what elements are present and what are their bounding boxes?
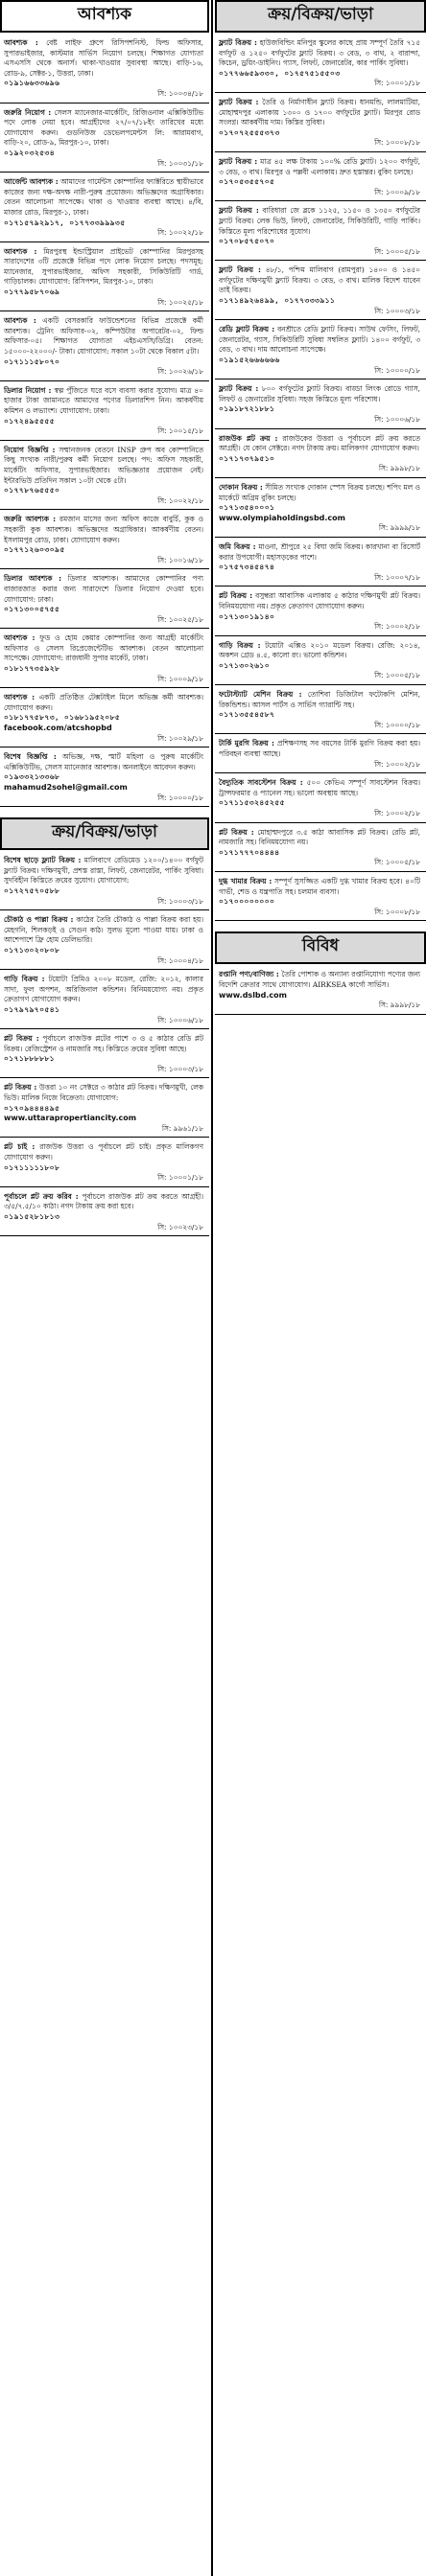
ad-phone: ০১৭৭৮৭৬৫৫৫০	[4, 486, 60, 495]
left-column	[0, 0, 209, 2576]
ad-headline: বিশেষ ছাড়ে ফ্ল্যাট বিক্রয় :	[4, 856, 82, 865]
ad-body: টয়োটা এক্সিও ২০১০ মডেল বিক্রয়। রেজি: ২০১৪, অকশন গ্রেড ৪.৫, কালো রং। ভালো কন্ডিশন।	[219, 640, 423, 660]
ad-headline: প্লট বিক্রয় :	[4, 1083, 37, 1092]
ad-body: পূর্বাচলে রাজউক প্লটের পাশে ৩ ও ৫ কাঠার রেডি প্লট বিক্রয়। রেজিস্ট্রেশন ও নামজারি সহ। কিস্তিতে ক্রয়ের সুবিধা আছে।	[4, 1034, 206, 1053]
classified-ad	[0, 38, 209, 104]
ad-headline: দোকান বিক্রয় :	[219, 482, 263, 492]
classified-ad	[0, 574, 209, 629]
ad-code: সি: ১০০০৩/১৮	[157, 896, 203, 906]
ad-body: মিরপুরস্থ ইন্ডাস্ট্রিয়াল প্রাইভেট কোম্পানির মিরপুরসহ সারাদেশের ৩টি প্রজেক্টে বিভিন্ন পদে লোক নিয়োগ চলছে। পদসমূহ: ম্যানেজার, সুপারভাইজার, অফিস সহকারী, সিকিউরিটি গার্ড, গাড়িচালক। যোগাযোগ: রিসিপশন, মিরপুর-১০, ঢাকা।	[4, 246, 206, 287]
ad-body: বারিধারা জে ব্লকে ১১২৫, ১১৫০ ও ১৩৫০ বর্গফুটের ফ্ল্যাট বিক্রয়। লেক ভিউ, লিফট, জেনারেটর, সিকিউরিটি, গাড়ি পার্কিং। কিস্তিতে মূল্য পরিশোধের সুযোগ।	[219, 206, 423, 236]
ad-phone: ০১৭১৩০০৫৭৫৫	[4, 605, 60, 614]
ad-headline: প্লট বিক্রয় :	[4, 1034, 39, 1044]
classified-ad	[215, 739, 426, 773]
ad-phone: ০১৭১৮৮৮৮৮১	[4, 1054, 55, 1064]
ad-phone: ০১৭১৩০১৯১৪০	[219, 611, 275, 621]
ad-body: প্রশিক্ষণসহ সব বয়সের টার্কি মুরগি বিক্রয় করা হয়। পরিবহন ব্যবস্থা আছে।	[219, 739, 423, 759]
ad-code: সি: ৯৯৯৯/১৮	[378, 523, 420, 533]
classified-ad	[215, 690, 426, 734]
ad-headline: আবশ্যক :	[4, 316, 36, 326]
ad-code: সি: ১০০০৫/১৮	[374, 246, 420, 256]
ad-code: সি: ১০০০২/১৮	[374, 622, 420, 632]
ad-headline: ফ্ল্যাট বিক্রয় :	[219, 384, 259, 394]
ad-code: সি: ৯৯৯৮/১৮	[378, 1000, 420, 1010]
ad-headline: ফ্ল্যাট বিক্রয় :	[219, 265, 261, 275]
ad-body: একটি বেসরকারি ফাউন্ডেশনের বিভিন্ন প্রজেক্টে কর্মী আবশ্যক। ট্রেনিং অফিসার-০২, কম্পিউটার অপারেটর-০২, ফিল্ড অফিসার-০৫। শিক্ষাগত যোগ্যতা এইচএসসি/ডিগ্রি। বেতন: ১৫০০০-২২০০০/- টাকা। যোগাযোগ: সকাল ১০টা থেকে বিকাল ৫টা।	[4, 316, 206, 356]
ad-headline: আবশ্যক :	[4, 633, 36, 643]
ad-phone: ০১৭০৭২৫৫৫৩৭৩	[219, 127, 280, 137]
ad-code: সি: ১০০০৬/১৮	[374, 415, 420, 424]
ad-code: সি: ৯৯৯৮/১৮	[378, 464, 420, 473]
ad-code: সি: ১০০০৫/১৮	[374, 858, 420, 867]
ad-code: সি: ১০০০২/১৮	[374, 809, 420, 817]
ad-body: কাঠের তৈরি চৌকাঠ ও পাল্লা বিক্রয় করা হয়। মেহগনি, শিলকড়ই ও সেগুন কাঠ। সুলভ মূল্যে পাওয়া যায়। ঢাকা ও আশেপাশে ফ্রি হোম ডেলিভারি।	[4, 915, 206, 945]
ad-code: সি: ১০০১৫/১৮	[157, 426, 203, 436]
ad-phone: ০১৭১১৫৩২৪৫২৫৫	[219, 798, 285, 808]
ad-body: স্বল্প পুঁজিতে ঘরে বসে ব্যবসা করার সুযোগ। মাত্র ৪০ হাজার টাকা জামানতে আমাদের পণ্যের ডিলারশিপ নিন। আকর্ষণীয় কমিশন ও লভ্যাংশ। যোগাযোগ: ঢাকা।	[4, 385, 206, 415]
ad-phone: ০১৭১৩৫৫৪৫৮৭	[219, 710, 275, 720]
ad-body: ৫০০ কেভিএ সম্পূর্ণ সাবস্টেশন বিক্রয়। ট্রান্সফরমার ও প্যানেল সহ। ভালো অবস্থায় আছে।	[219, 778, 423, 797]
ad-headline: আবশ্যক :	[4, 693, 36, 702]
ad-body: রাজউকের উত্তরা ও পূর্বাচলে প্লট ক্রয় করতে আগ্রহী। যে কোন সেক্টরে। নগদ টাকায় ক্রয়। মালিকগণ যোগাযোগ করুন।	[219, 433, 423, 453]
classified-ad	[0, 1083, 209, 1138]
classified-ad	[215, 265, 426, 320]
ad-body: সম্পূর্ণ সুসজ্জিত একটি দুগ্ধ খামার বিক্রয় হবে। ৪০টি গাভী, শেড ও যন্ত্রপাতি সহ। চলমান ব্যবসা।	[219, 876, 423, 896]
ad-code: সি: ১০০০০/১৮	[374, 720, 420, 729]
classified-ad	[0, 1142, 209, 1186]
ad-code: সি: ১০০০৩/১৮	[374, 306, 420, 315]
ad-body: রাজউক উত্তরা ও পূর্বাচলে প্লট চাই। প্রকৃত মালিকগণ যোগাযোগ করুন।	[4, 1142, 206, 1162]
ad-link[interactable]: facebook.com/atcshopbd	[4, 724, 112, 733]
classified-ad	[215, 483, 426, 538]
ad-phone: ০১৯১৫২৬৬৬৬৬৬	[219, 356, 280, 365]
ad-code: সি: ১০০০১/১৮	[157, 1173, 203, 1183]
classified-ad	[0, 693, 209, 748]
ad-headline: ফটোস্ট্যাট মেশিন বিক্রয় :	[219, 690, 302, 700]
ad-code: সি: ১০০২৫/১৮	[157, 614, 203, 624]
ad-phone: ০১৭০০০০০০০০	[219, 897, 275, 907]
classified-ad	[215, 778, 426, 822]
ad-body: ফুড ও হোম কেয়ার কোম্পানির জন্য আগ্রহী মার্কেটিং অফিসার ও সেলস রিপ্রেজেন্টেটিভ আবশ্যক। বেতন আলোচনা সাপেক্ষে। যোগাযোগ: রাজধানী সুপার মার্কেট, ঢাকা।	[4, 633, 206, 663]
classified-ad	[0, 1192, 209, 1236]
right-property-ads	[215, 38, 426, 921]
ad-headline: জরুরি আবশ্যক :	[4, 515, 57, 524]
classified-ad	[215, 384, 426, 428]
ad-phone: ০১৭২৭৫৭০৫৮৮	[4, 886, 60, 895]
ad-headline: ডিলার নিয়োগ :	[4, 385, 52, 395]
ad-body: টয়োটা প্রিমিও ২০০৮ মডেল, রেজি: ২০১২, কালার সাদা, ফুল অপশন, অরিজিনাল কন্ডিশন। বিনিময়যোগ্য নয়। প্রকৃত ক্রেতাগণ যোগাযোগ করুন।	[4, 975, 206, 1004]
ad-headline: চৌকাঠ ও পাল্লা বিক্রয় :	[4, 915, 74, 925]
ad-phone: ০১৯১৬৬৩৩৬৯৬	[4, 79, 60, 88]
ad-body: উত্তরা ১০ নং সেক্টরে ৩ কাঠার প্লট বিক্রয়। দক্ষিণমুখী, লেক ভিউ। মালিক নিজে বিক্রেতা। যোগাযোগ:	[4, 1083, 206, 1103]
ad-phone: ০১৭১৩০২৬১০	[219, 660, 271, 670]
ad-headline: আবশ্যক :	[4, 246, 37, 256]
ad-link[interactable]: www.olympiaholdingsbd.com	[219, 513, 346, 522]
ad-code: সি: ১০০০৫/১৮	[374, 671, 420, 680]
ad-headline: রপ্তানি পণ্য/বাণিজ্য :	[219, 970, 279, 979]
misc-ads	[215, 970, 426, 1014]
ad-phone: ০১৯৩৩২১৩৩৬৮	[4, 772, 60, 782]
classified-ad	[0, 633, 209, 688]
ad-headline: ফ্ল্যাট বিক্রয় :	[219, 97, 259, 106]
ad-headline: প্লট চাই :	[4, 1142, 36, 1152]
section-heading-buy-sell-rent-right: ক্রয়/বিক্রয়/ভাড়া	[215, 0, 426, 33]
ad-body: মাত্র ৪৫ লক্ষ টাকায় ১০০% রেডি ফ্ল্যাট। ১২০০ বর্গফুট, ৩ বেড, ৩ বাথ। মিরপুর ও পল্লবী এলাকায়। দ্রুত হস্তান্তর। বুকিং চলছে।	[219, 156, 423, 176]
ad-body: মোহাম্মদপুরে ৩.৫ কাঠা আবাসিক প্লট বিক্রয়। রেডি প্লট, নামজারি সহ। বিনিময়যোগ্য নয়।	[219, 827, 423, 847]
ad-code: সি: ১০০৩১/১৮	[157, 158, 203, 168]
ad-headline: গাড়ি বিক্রয় :	[4, 975, 45, 984]
ad-phone: ০১৭১৫৭৯২৯১৭, ০১৭৭৩৩৯৯৯৩৫	[4, 218, 126, 227]
classified-ad	[0, 752, 209, 807]
ad-link[interactable]: www.uttarapropertiancity.com	[4, 1114, 137, 1123]
ad-code: সি: ১০০০৭/১৮	[374, 572, 420, 582]
classified-ad	[0, 515, 209, 569]
ad-body: ডিলার আবশ্যক। আমাদের কোম্পানির পণ্য বাজারজাত করার জন্য সারাদেশে ডিলার নিয়োগ দেওয়া হবে। যোগাযোগ: ঢাকা।	[4, 574, 206, 604]
ad-headline: ফ্ল্যাট বিক্রয় :	[219, 206, 259, 216]
classified-ad	[215, 325, 426, 380]
ad-body: পূর্বাচলে রাজউক প্লট ক্রয় করতে আগ্রহী। ৩/৫/৭.৫/১০ কাঠা। নগদ টাকায় ক্রয় করা হবে।	[4, 1191, 206, 1211]
ad-phone: ০১৭১৩৫৪০০০১	[219, 503, 275, 513]
ad-headline: ফ্ল্যাট বিক্রয় :	[219, 38, 257, 47]
ad-code: সি: ১০০০০/১৮	[157, 793, 203, 802]
ad-phone: ০১৭০৮৫৭৫০৭০	[219, 237, 275, 246]
classified-ad	[215, 206, 426, 261]
classified-ad	[215, 591, 426, 635]
ad-phone: ০১৭৭১২৬০৩০৯৫	[4, 545, 65, 555]
classified-ad	[0, 446, 209, 511]
ad-code: সি: ১০০০৮/১৮	[374, 138, 420, 148]
ad-headline: আর্জেন্ট আবশ্যক :	[4, 177, 59, 187]
ad-code: সি: ১০০০৯/১৮	[374, 187, 420, 196]
ad-body: তৈরি ও নির্মাণাধীন ফ্ল্যাট বিক্রয়। ধানমন্ডি, লালমাটিয়া, মোহাম্মদপুর এলাকায় ১৩০০ ও ১৭০০ বর্গফুটের ফ্ল্যাট। মিরপুর রোড সংলগ্ন। আকর্ষণীয় দাম। কিস্তির সুবিধা।	[219, 97, 423, 127]
classified-ad	[215, 877, 426, 921]
ad-phone: ০১৭১৭৩৭৯৫১০	[219, 453, 275, 463]
right-column	[215, 0, 426, 2576]
ad-body: অভিজ্ঞ, দক্ষ, স্মার্ট মহিলা ও পুরুষ মার্কেটিং এক্সিকিউটিভ, সেলস ম্যানেজার আবশ্যক। অনলাইনে আবেদন করুন।	[4, 752, 206, 771]
ad-headline: পূর্বাচলে প্লট ক্রয় করিব :	[4, 1191, 79, 1201]
ad-link[interactable]: mahamud2sohel@gmail.com	[4, 783, 128, 792]
section-heading-buy-sell-rent: ক্রয়/বিক্রয়/ভাড়া	[0, 817, 209, 850]
ad-code: সি: ১০০০০/১৮	[374, 365, 420, 375]
ad-code: সি: ১০০২৯/১৮	[157, 733, 203, 743]
ad-phone: ০১৭১১১৫৮০৭০	[4, 356, 60, 366]
ad-body: তোশিবা ডিজিটাল ফটোকপি মেশিন, রিকন্ডিশন্ড। আসল পার্টস ও সার্ভিস গ্যারান্টি সহ।	[219, 690, 423, 709]
classified-ad	[0, 856, 209, 910]
section-heading-wanted: আবশ্যক	[0, 0, 209, 33]
classified-ad	[215, 98, 426, 152]
ad-headline: গাড়ি বিক্রয় :	[219, 640, 261, 650]
ad-code: সি: ১০০২৬/১৮	[157, 367, 203, 377]
left-property-ads	[0, 856, 209, 1236]
ad-code: সি: ১০০০৩/১৮	[157, 1064, 203, 1073]
ad-code: সি: ১০০১৬/১৮	[157, 555, 203, 564]
classified-ad	[215, 157, 426, 201]
ad-body: ৮০০ বর্গফুটের ফ্ল্যাট বিক্রয়। বাড্ডা লিংক রোডে গ্যাস, লিফট ও জেনারেটর সুবিধা। সহজ কিস্তিতে মূল্য পরিশোধ।	[219, 384, 423, 403]
ad-phone: ০১৭০৫৩৫৫৭০৫	[219, 177, 275, 187]
ad-headline: জমি বিক্রয় :	[219, 541, 256, 551]
ad-phone: ০১৭৭৯৫৮৭০৬৯	[4, 288, 60, 297]
ad-headline: দুগ্ধ খামার বিক্রয় :	[219, 876, 272, 886]
ad-code: সি: ১০০২২/১৮	[157, 495, 203, 505]
ad-code: সি: ১০০৩৪/১৮	[157, 88, 203, 98]
classified-ad	[215, 38, 426, 93]
ad-body: হাউজবিল্ডিং মনিপুর স্কুলের কাছে প্রায় সম্পূর্ণ তৈরি ৭১৫ বর্গফুট ও ১২৫০ বর্গফুটের ফ্ল্যাট বিক্রয়। ৩ বেড, ৩ বাথ, ২ বারান্দা, কিচেন, ড্রয়িং-ডাইনিং। গ্যাস, লিফট, জেনারেটর, কার পার্কিং সুবিধা।	[219, 38, 423, 68]
ad-phone: ০১৭৫৭৩৪৫৪৭৪	[219, 563, 275, 572]
ad-body: সীমিত সংখ্যক দোকান স্পেস বিক্রয় চলছে। শপিং মল ও মার্কেটে অগ্রিম বুকিং চলছে।	[219, 482, 423, 502]
ad-headline: বৈদ্যুতিক সাবস্টেশন বিক্রয় :	[219, 778, 303, 788]
ad-code: সি: ১০০০৮/১৮	[374, 907, 420, 916]
ad-phone: ০১৭১৪৯২৬৪৯৯, ০১৭৭৩৩৩৯১১	[219, 296, 336, 306]
ad-phone: ০১৭৭৬৬৫৯৩৩০, ০১৭৫৭৫১৫৫০৩	[219, 68, 341, 78]
ad-code: সি: ১০০০৯/১৮	[157, 674, 203, 683]
ad-headline: আবশ্যক :	[4, 38, 38, 47]
ad-body: বনশ্রীতে রেডি ফ্ল্যাট বিক্রয়। সাউথ ফেসিং, লিফট, জেনারেটর, গ্যাস, সিকিউরিটি সুবিধা সম্বলিত ফ্ল্যাট। ১৪০০ বর্গফুট, ৩ বেড, ৩ বাথ। দাম আলোচনা সাপেক্ষে।	[219, 325, 423, 355]
classified-ad	[215, 434, 426, 478]
classified-ad	[0, 177, 209, 242]
ad-body: রমজান মাসের জন্য অফিস কাজে বাবুর্চি, কুক ও সহকারী কুক আবশ্যক। অভিজ্ঞদের অগ্রাধিকার। আকর্ষণীয় বেতন। ইসলামপুর রোড, ঢাকা। যোগাযোগ করুন।	[4, 515, 206, 544]
ad-body: বেষ্ট লাইফ গ্রুপে রিসিপশনিস্ট, ফিল্ড অফিসার, সুপারভাইজার, কাস্টমার সার্ভিস নিয়োগ চলছে। শিক্ষাগত যোগ্যতা এসএসসি থেকে অনার্স। থাকা-খাওয়ার সুব্যবস্থা আছে। বাড়ি-১৬, রোড-৯, সেক্টর-১, উত্তরা, ঢাকা।	[4, 38, 206, 78]
ad-body: একটি প্রতিষ্ঠিত টেক্সটাইল মিলে অভিজ্ঞ কর্মী আবশ্যক। যোগাযোগ করুন।	[4, 693, 206, 712]
ad-body: মালিবাগে রেডিমেড ১২০০/১৪০০ বর্গফুট ফ্ল্যাট বিক্রয়। দক্ষিণমুখী, প্রশস্ত রাস্তা, লিফট, জেনারেটর, পার্কিং সুবিধা। সুদবিহীন কিস্তিতে ক্রয়ের সুযোগ। যোগাযোগ:	[4, 856, 206, 886]
classified-ad	[215, 828, 426, 872]
ad-code: সি: ১০০২২/১৮	[157, 228, 203, 238]
ad-headline: টার্কি মুরগি বিক্রয় :	[219, 739, 274, 748]
ad-body: বসুন্ধরা আবাসিক এলাকায় ৫ কাঠার দক্ষিণমুখী প্লট বিক্রয়। বিনিময়যোগ্য নয়। প্রকৃত ক্রেতাগণ যোগাযোগ করুন।	[219, 591, 423, 610]
ad-headline: ফ্ল্যাট বিক্রয় :	[219, 156, 258, 166]
classified-ad	[0, 386, 209, 441]
ad-headline: রেডি ফ্ল্যাট বিক্রয় :	[219, 325, 275, 334]
ad-headline: প্লট বিক্রয় :	[219, 827, 254, 837]
classified-ad	[215, 641, 426, 685]
ad-code: সি: ১০০০১/১৮	[374, 79, 420, 88]
ad-body: আমাদের গার্মেন্টস কোম্পানির ফ্যাক্টরিতে স্থায়ীভাবে কাজের জন্য দক্ষ-অদক্ষ নারী-পুরুষ প্রয়োজন। অভিজ্ঞদের অগ্রাধিকার। বেতন আলোচনা সাপেক্ষে। থাকা ও খাওয়ার ব্যবস্থা আছে। ৪/বি, মাজার রোড, মিরপুর-১, ঢাকা।	[4, 177, 206, 217]
wanted-ads	[0, 38, 209, 807]
ad-phone: ০১৮১৭৭৫৮৭৩, ০১৬৮১৯৫২০৮৫	[4, 713, 121, 723]
classified-ad	[0, 975, 209, 1029]
ad-headline: বিশেষ বিজ্ঞপ্তি :	[4, 752, 57, 762]
ad-headline: রাজউক প্লট ক্রয় :	[219, 433, 278, 443]
ad-body: সেলস ম্যানেজার-মার্কেটিং, রিজিওনাল এক্সিকিউটিভ পদে লোক নেয়া হবে। আগ্রহীদের ২৭/০৭/১৮ইং তারিখের মধ্যে যোগাযোগ করুন। গুডনিউজ ডেভেলপমেন্টস লি: আরামবাগ, বাড়ি-২০, রোড-৯, মিরপুর-১০, ঢাকা।	[4, 107, 206, 148]
ad-code: সি: ১০০০৪/১৮	[157, 955, 203, 965]
column-divider	[211, 0, 213, 2576]
section-heading-miscellaneous: বিবিধ	[215, 932, 426, 964]
classified-ad	[0, 1034, 209, 1078]
ad-phone: ০১৭০৯৪৪৪৪৯৫	[4, 1103, 60, 1113]
classified-ad	[0, 316, 209, 381]
classified-ad	[0, 915, 209, 970]
ad-phone: ০১৮১৭৭৩৫৯২৮	[4, 664, 60, 674]
ad-phone: ০১৭২৪৯৫৫৫৫	[4, 416, 55, 426]
ad-headline: জরুরি নিয়োগ :	[4, 107, 52, 117]
ad-phone: ০১৭১৩০২০৮০৮	[4, 945, 60, 954]
ad-code: সি: ১০০০২/১৮	[374, 759, 420, 769]
ad-phone: ০১৯২০৩২৫৩৪	[4, 148, 56, 157]
ad-body: ৪৮/১, পশ্চিম মালিবাগ (রামপুরা) ১৪০০ ও ১৪৫০ বর্গফুটের দক্ষিণমুখী ফ্ল্যাট বিক্রয়। ৩ বেড, ৩ বাথ। মালিক বিদেশ যাবেন তাই বিক্রয়।	[219, 265, 423, 295]
ad-body: সম্মানজনক বেতনে INSP গ্রুপ অব কোম্পানিতে কিছু সংখ্যক নারী/পুরুষ কর্মী নিয়োগ চলছে। পদ: অফিস সহকারী, মার্কেটিং অফিসার, সুপারভাইজার। অভিজ্ঞতার প্রয়োজন নেই। ইন্টারভিউ প্রতিদিন সকাল ১০টা থেকে ৫টা।	[4, 445, 206, 485]
classified-ad	[215, 542, 426, 586]
ad-headline: নিয়োগ বিজ্ঞপ্তি :	[4, 445, 56, 454]
ad-code: সি: ১০০০৬/১৮	[157, 1015, 203, 1024]
ad-phone: ০১৭৯৭৯৭০৫৪১	[4, 1004, 60, 1014]
ad-code: সি: ৯৯৬১/১৮	[161, 1123, 203, 1133]
ad-code: সি: ১০০২৩/১৮	[157, 1222, 203, 1231]
ad-headline: ডিলার আবশ্যক :	[4, 574, 62, 584]
classified-ad	[215, 970, 426, 1014]
ad-phone: ০১৭১১১১১৮০৮	[4, 1162, 60, 1172]
ad-link[interactable]: www.dslbd.com	[219, 990, 287, 1000]
ad-code: সি: ১০০২৫/১৮	[157, 297, 203, 307]
ad-phone: ০১৭১৭৭৭০৪৪৪৪	[219, 847, 280, 857]
classified-ad	[0, 247, 209, 312]
ad-phone: ০১৯১৫২৮১৮১৩	[4, 1212, 60, 1221]
ad-body: মাওনা, শ্রীপুরে ২৫ বিঘা জমি বিক্রয়। কারখানা বা রিসোর্ট করার উপযোগী। মহাসড়কের পাশে।	[219, 541, 423, 562]
classified-ad	[0, 108, 209, 173]
ad-body: তৈরি পোশাক ও অন্যান্য রপ্তানিযোগ্য পণ্যের জন্য বিদেশি ক্রেতার সাথে যোগাযোগ। AIRKSEA কার্গো সার্ভিস।	[219, 970, 423, 989]
ad-headline: প্লট বিক্রয় :	[219, 591, 253, 601]
ad-phone: ০১৯১৮৭২১৮৮১	[219, 404, 275, 414]
